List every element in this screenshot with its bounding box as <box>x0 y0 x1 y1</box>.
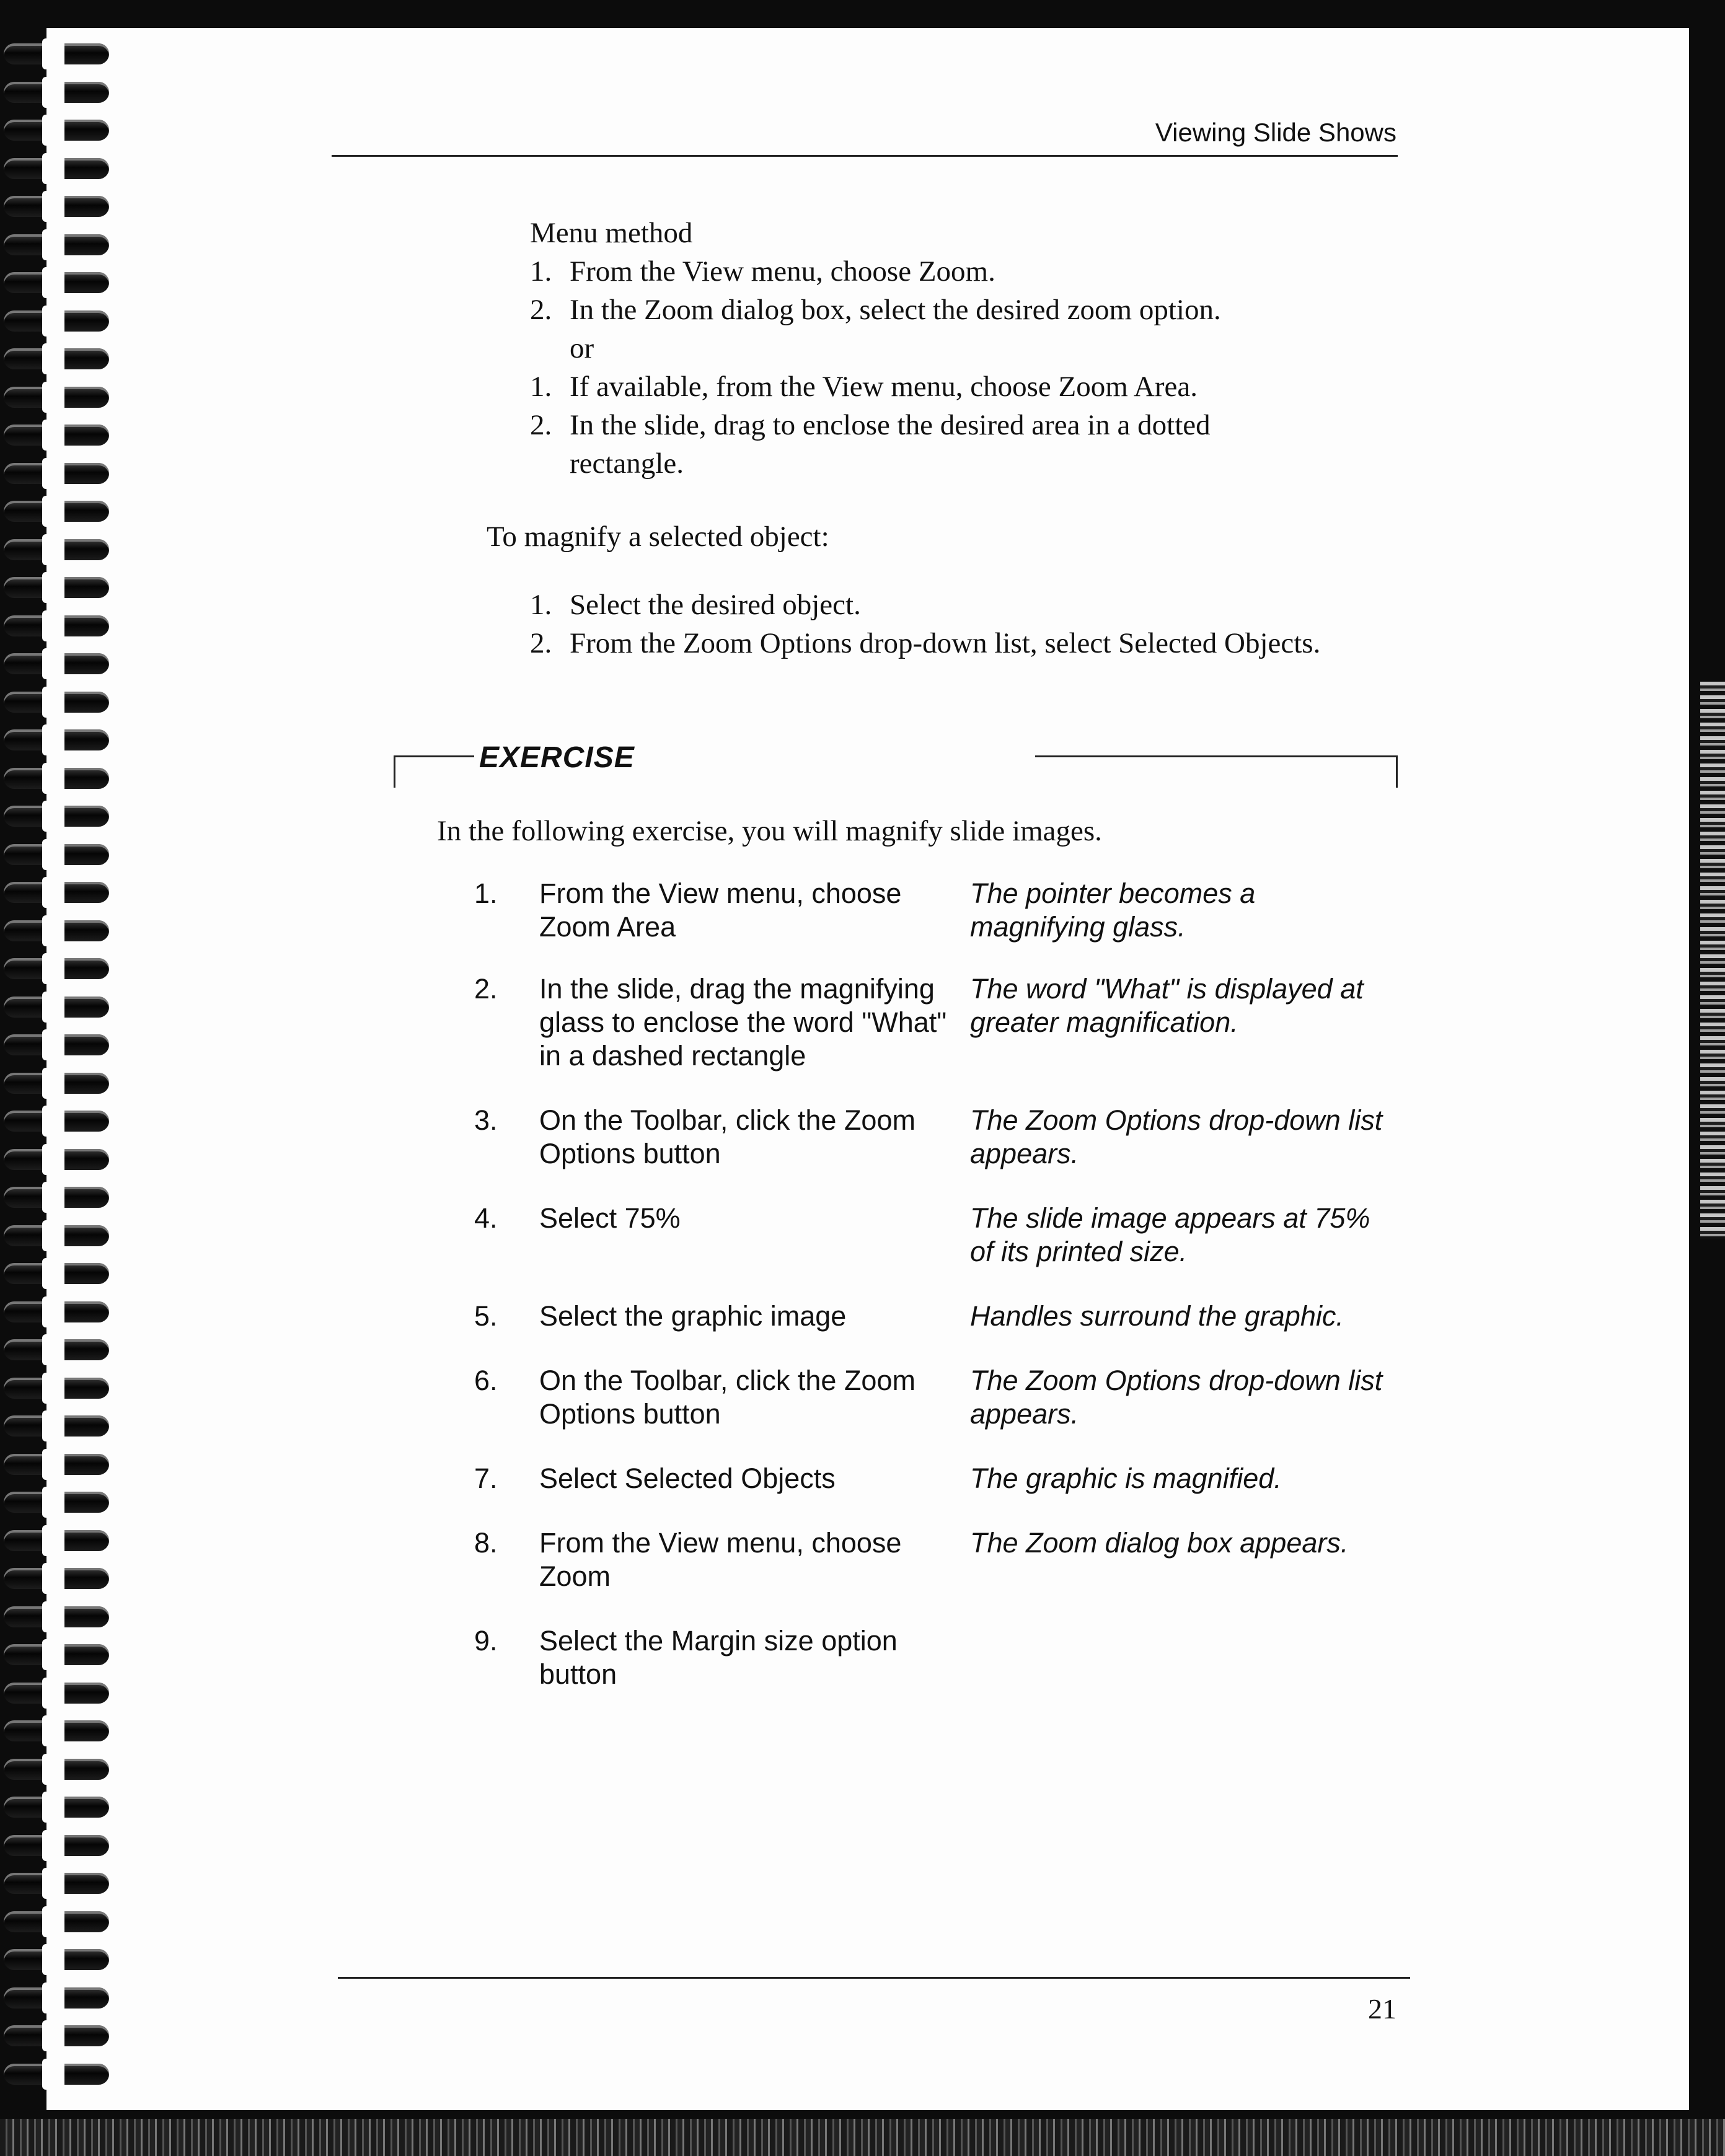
step-action: From the View menu, choose Zoom Area <box>539 878 902 943</box>
spiral-coil <box>4 272 109 293</box>
spiral-coil <box>4 1187 109 1208</box>
list-text: If available, from the View menu, choose Zoom Area. <box>570 371 1198 403</box>
list-number: 2. <box>530 409 552 441</box>
exercise-intro: In the following exercise, you will magnify slide images. <box>437 815 1102 847</box>
spiral-coil <box>4 1606 109 1627</box>
spiral-binding <box>0 43 118 2107</box>
spiral-coil <box>4 1111 109 1132</box>
step-action: On the Toolbar, click the Zoom Options button <box>539 1104 915 1169</box>
spiral-coil <box>4 768 109 789</box>
footer-rule <box>338 1977 1410 1979</box>
spiral-coil <box>4 844 109 865</box>
list-number: 2. <box>530 627 552 659</box>
spiral-coil <box>4 501 109 522</box>
spiral-coil <box>4 615 109 636</box>
list-text: From the Zoom Options drop-down list, select Selected Objects. <box>570 627 1321 659</box>
step-result: The graphic is magnified. <box>970 1463 1282 1494</box>
exercise-steps-table <box>474 877 1404 1691</box>
spiral-coil <box>4 806 109 827</box>
spiral-coil <box>4 1034 109 1055</box>
step-result: Handles surround the graphic. <box>970 1300 1344 1332</box>
header-rule <box>332 155 1398 157</box>
spiral-coil <box>4 1225 109 1246</box>
step-action: From the View menu, choose Zoom <box>539 1527 902 1592</box>
step-number: 4. <box>474 1202 498 1234</box>
scan-edge-noise <box>1700 682 1725 1239</box>
spiral-coil <box>4 158 109 179</box>
spiral-coil <box>4 1415 109 1437</box>
list-text: In the slide, drag to enclose the desired area in a dotted rectangle. <box>570 409 1211 480</box>
spiral-coil <box>4 310 109 332</box>
exercise-step-row <box>474 1364 1404 1431</box>
spiral-coil <box>4 1149 109 1170</box>
spiral-coil <box>4 692 109 713</box>
magnify-intro: To magnify a selected object: <box>487 521 829 553</box>
spiral-coil <box>4 1835 109 1856</box>
spiral-coil <box>4 1530 109 1551</box>
spiral-coil <box>4 1720 109 1741</box>
step-result: The Zoom Options drop-down list appears. <box>970 1365 1383 1430</box>
exercise-step-row <box>474 1624 1404 1691</box>
spiral-coil <box>4 997 109 1018</box>
step-result: The pointer becomes a magnifying glass. <box>970 878 1256 943</box>
step-number: 5. <box>474 1300 498 1332</box>
exercise-rule-right <box>1035 755 1398 757</box>
running-header: Viewing Slide Shows <box>1155 118 1396 147</box>
spiral-coil <box>4 577 109 598</box>
step-result <box>970 1624 1392 1691</box>
step-action: In the slide, drag the magnifying glass to enclose the word "What" in a dashed rectangle <box>539 973 947 1071</box>
step-action: On the Toolbar, click the Zoom Options button <box>539 1365 915 1430</box>
list-number: 2. <box>530 294 552 326</box>
spiral-coil <box>4 234 109 255</box>
step-number: 6. <box>474 1365 498 1396</box>
spiral-coil <box>4 1644 109 1665</box>
spiral-coil <box>4 882 109 903</box>
spiral-coil <box>4 196 109 217</box>
exercise-step-row <box>474 877 1404 944</box>
spiral-coil <box>4 1797 109 1818</box>
exercise-header <box>394 741 1398 790</box>
spiral-coil <box>4 1911 109 1932</box>
spiral-coil <box>4 1949 109 1970</box>
exercise-step-row <box>474 972 1404 1073</box>
spiral-coil <box>4 1759 109 1780</box>
spiral-coil <box>4 1454 109 1475</box>
exercise-corner-left <box>394 755 395 788</box>
magnify-steps <box>530 586 1320 662</box>
spiral-coil <box>4 463 109 484</box>
spiral-coil <box>4 539 109 560</box>
exercise-corner-right <box>1396 755 1398 788</box>
list-item <box>530 586 1320 624</box>
exercise-step-row <box>474 1462 1404 1495</box>
exercise-title: EXERCISE <box>479 741 635 774</box>
list-text: Select the desired object. <box>570 589 861 621</box>
spiral-coil <box>4 729 109 750</box>
exercise-rule-left <box>394 755 474 757</box>
spiral-coil <box>4 1073 109 1094</box>
spiral-coil <box>4 348 109 369</box>
step-action: Select the Margin size option button <box>539 1625 898 1690</box>
spiral-coil <box>4 1339 109 1360</box>
step-number: 1. <box>474 878 498 909</box>
list-item <box>530 624 1320 662</box>
spiral-coil <box>4 1873 109 1894</box>
spiral-coil <box>4 920 109 941</box>
list-item <box>530 291 1313 329</box>
step-number: 7. <box>474 1463 498 1494</box>
step-result: The slide image appears at 75% of its printed size. <box>970 1202 1370 1267</box>
step-number: 3. <box>474 1104 498 1136</box>
step-number: 2. <box>474 973 498 1005</box>
or-separator: or <box>570 332 594 364</box>
spiral-coil <box>4 1301 109 1322</box>
step-result: The Zoom Options drop-down list appears. <box>970 1104 1383 1169</box>
menu-method-heading: Menu method <box>530 217 693 249</box>
list-item <box>530 252 1313 291</box>
step-number: 9. <box>474 1625 498 1657</box>
step-action: Select Selected Objects <box>539 1463 836 1494</box>
spiral-coil <box>4 43 109 64</box>
spiral-coil <box>4 120 109 141</box>
step-action: Select the graphic image <box>539 1300 847 1332</box>
page-number: 21 <box>1368 1993 1396 2025</box>
step-result: The word "What" is displayed at greater magnification. <box>970 973 1364 1038</box>
list-item <box>530 367 1313 406</box>
list-number: 1. <box>530 371 552 403</box>
exercise-step-row <box>474 1202 1404 1269</box>
step-result: The Zoom dialog box appears. <box>970 1527 1349 1559</box>
spiral-coil <box>4 958 109 979</box>
step-number: 8. <box>474 1527 498 1559</box>
exercise-step-row <box>474 1104 1404 1171</box>
spiral-coil <box>4 1683 109 1704</box>
list-number: 1. <box>530 589 552 621</box>
spiral-coil <box>4 1492 109 1513</box>
list-item <box>530 406 1313 483</box>
spiral-coil <box>4 82 109 103</box>
spiral-coil <box>4 653 109 674</box>
scan-bottom-noise <box>0 2119 1725 2156</box>
exercise-step-row <box>474 1300 1404 1333</box>
spiral-coil <box>4 1568 109 1589</box>
list-number: 1. <box>530 255 552 288</box>
list-text: From the View menu, choose Zoom. <box>570 255 995 288</box>
spiral-coil <box>4 425 109 446</box>
spiral-coil <box>4 2064 109 2085</box>
step-action: Select 75% <box>539 1202 681 1234</box>
spiral-coil <box>4 1263 109 1284</box>
exercise-step-row <box>474 1526 1404 1593</box>
spiral-coil <box>4 1378 109 1399</box>
list-text: In the Zoom dialog box, select the desired zoom option. <box>570 294 1221 326</box>
spiral-coil <box>4 2025 109 2046</box>
spiral-coil <box>4 1987 109 2009</box>
menu-method-section <box>530 214 1313 483</box>
spiral-coil <box>4 387 109 408</box>
